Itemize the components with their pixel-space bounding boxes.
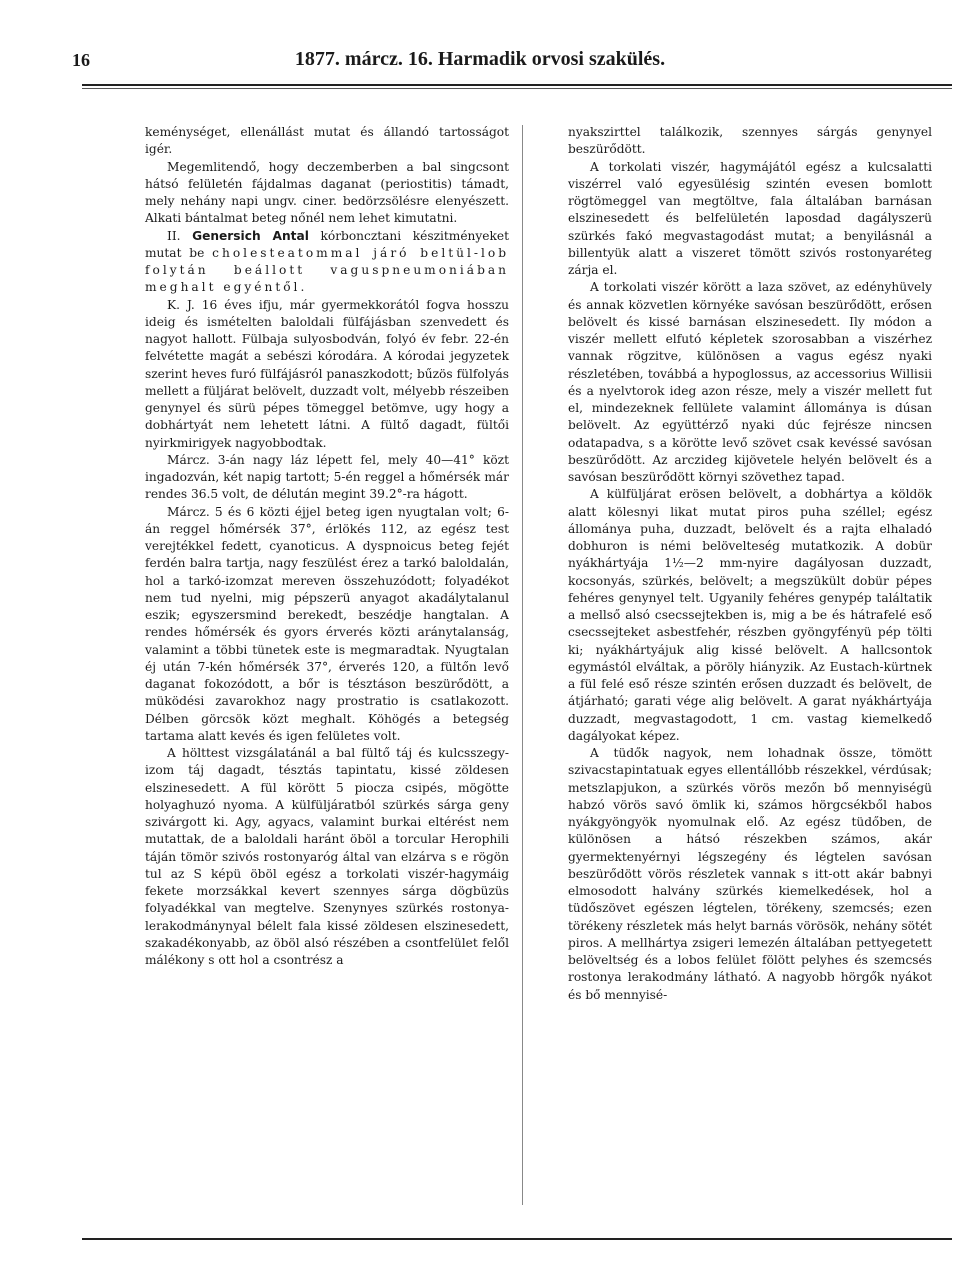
paragraph: Márcz. 3-án nagy láz lépett fel, mely 40—41° közt ingadozván, két napig tartott; 5-én reggel a hőmérsék már rendes 36.5 volt, de délután megint 39.2°-ra hágott. [145, 452, 509, 502]
footer-rule [82, 1238, 952, 1240]
paragraph: A tüdők nagyok, nem lohadnak össze, tömött szivacstapintatuak egyes ellentállóbb részekkel, vérdúsak; metszlapjukon, a szürkés vörös mezőn bő mennyiségü habzó vörös savó ömlik ki, számos hörgcsékből habos nyákgyöngyök nyomulnak elő. Az egész tüdőben, de különösen a hátsó részekben számos, akár gyermektenyérnyi légszegény és légtelen savósan beszürődött vörös részletek vannak s itt-ott akár babnyi elmosodott halvány szürkés kiemelkedések, hol a tüdőszövet egészen légtelen, törékeny, szemcsés; ezen törékeny részletek más helyt barnás vörösök, nehány sötét piros. A mellhártya zsigeri lemezén általában pettyegetett belöveltség és a lobos felület fölött pelyhes és szemcsés rostonya lerakodmány látható. A nagyobb hörgők nyákot és bő mennyisé- [568, 746, 932, 1002]
paragraph: keménységet, ellenállást mutat és állandó tartosságot igér. [145, 125, 509, 157]
paragraph: Megemlitendő, hogy deczemberben a bal singcsont hátsó felületén fájdalmas daganat (periostitis) támadt, mely nehány napi ungv. ciner. bedörzsölésre elenyészett. Alkati bántalmat beteg nőnél nem lehet kimutatni. [145, 159, 509, 226]
paragraph: nyakszirttel találkozik, szennyes sárgás genynyel beszürődött. [568, 125, 932, 157]
column-divider [522, 125, 523, 1205]
paragraph-text: kórboncztani készitményeket mutat be [145, 228, 510, 260]
page-number: 16 [72, 50, 90, 70]
presenter-name: Genersich Antal [192, 228, 309, 243]
paragraph: K. J. 16 éves ifju, már gyermekkorától fogva hosszu ideig és ismételten baloldali fülfájásban szenvedett és nagyot hallott. Fülbaja sulyosbodván, folyó év febr. 22-én felvétette magát a sebészi kórodára. A kórodai jegyzetek szerint heves furó fülfájásról panaszkodott; bűzös fülfolyás mellett a füljárat belövelt, duzzadt volt, mélyebb részeiben genynyel és sürü pépes tömeggel betömve, ugy hogy a dobhártyát nem lehetett látni. A fültő dagadt, fültői nyirkmirigyek nagyobbodtak. [145, 297, 509, 450]
running-title: 1877. márcz. 16. Harmadik orvosi szakülés. [294, 48, 666, 70]
paragraph: A torkolati viszér, hagymájától egész a kulcsalatti viszérrel való egyesülésig szintén evesen bomlott rögtömeggel van megtöltve, fala általában barnásan elszinesedett és belfelületén laposdad dagályszerü szürkés fakó megvastagodást mutat; a benyilásnál a billentyük alatt a viszeret tömött szivós rostonyaréteg zárja el. [568, 159, 932, 277]
paragraph: A külfüljárat erösen belövelt, a dobhártya a köldök alatt kölesnyi likat mutat piros puha széllel; egész állománya puha, duzzadt, belövelt és a rajta elhaladó dobhuron is némi belövelteség mutatkozik. A dobür nyákhártyája 1½—2 mm-nyire dagályosan duzzadt, kocsonyás, szürkés, belövelt; a megszükült dobür pépes fehéres genynyel telt. Ugyanily fehéres genypép találtatik a mellső alsó csecssejtekben is, mig a be és hátrafelé eső csecssejteket asbestfehér, részben gyöngyfényü pép tölti ki; nyákhártyájuk alig kissé belövelt. A hallcsontok egymástól elváltak, a pöröly hiányzik. Az Eustach-kürtnek a fül felé eső része szintén erősen duzzadt és belövelt, de átjárható; garati vége alig belövelt. A garat nyákhártyája duzzadt, megvastagodott, 1 cm. vastag kiemelkedő dagályokat képez. [568, 487, 932, 743]
paragraph: Márcz. 5 és 6 közti éjjel beteg igen nyugtalan volt; 6-án reggel hőmérsék 37°, érlökés 112, az egész test verejtékkel fedett, cyanoticus. A dyspnoicus beteg fejét ferdén balra tartja, nagy feszülést érez a tarkó baloldalán, hol a tarkó-izomzat mereven összehuzódott; folyadékot nem tud nyelni, mig pépszerü anyagot akadálytalanul eszik; egyszersmind berekedt, beszédje hangtalan. A rendes hőmérsék és gyors érverés közti aránytalanság, valamint a többi tünetek este is megmaradtak. Nyugtalan éj után 7-kén hőmérsék 37°, érverés 120, a fültőn levő daganat fokozódott, a bőr is tésztáson beszürődött, a müködési zavarokhoz nagy prostratio is csatlakozott. Délben görcsök közt meghalt. Köhögés a betegség tartama alatt kevés és igen felületes volt. [145, 504, 509, 743]
right-column [568, 124, 932, 1004]
paragraph-specimen-intro [145, 228, 509, 297]
left-column [145, 124, 509, 969]
paragraph: A hölttest vizsgálatánál a bal fültő táj és kulcsszegy-izom táj dagadt, tésztás tapintatu, kissé zöldesen elszinesedett. A fül körött 5 piocza csipés, mögötte holyaghuzó nyoma. A külfüljáratból szürkés sárga geny szivárgott ki. Agy, agyacs, valamint burkai eltérést nem mutattak, de a baloldali haránt öböl a torcular Herophili táján tömör szivós rostonyaróg által van elzárva s e rögön tul az S képü öböl egész a torkolati viszér-hagymáig fekete morzsákkal kevert szennyes sárga dögbüzüs folyadékkal van megtelve. Szenynyes szürkés rostonya-lerakodmánynyal bélelt fala kissé zöldesen elszinesedett, szakadékonyabb, az öböl alsó részében a csontfelület felől málékony s ott hol a csontrész a [145, 746, 509, 967]
paragraph: A torkolati viszér körött a laza szövet, az edényhüvely és annak közvetlen környéke savósan beszürődött, erősen belövelt és kissé barnásan elszinesedett. Ily módon a viszér mellett elfutó képletek szorosabban a viszérhez vannak rögzitve, különösen a vagus egész nyaki részletében, továbbá a hypoglossus, az accessorius Willisii és a nyelvtorok ideg azon része, mely a viszér mellett fut el, mindezeknek fellülete valamint állománya is dúsan belövelt. Az együttérző nyaki dúc fejrésze nincsen odatapadva, s a körötte levő szövet csak kevéssé savósan beszürődött. Az arczideg kijövetele helyén belövelt és a savósan beszürődött környi szövethez tapad. [568, 280, 932, 484]
header-rule [82, 84, 952, 86]
section-number: II. [167, 228, 181, 243]
spaced-emphasis: cholesteatommal járó beltül-lob folytán beállott vaguspneumoniában meghalt egyéntől. [145, 245, 510, 295]
